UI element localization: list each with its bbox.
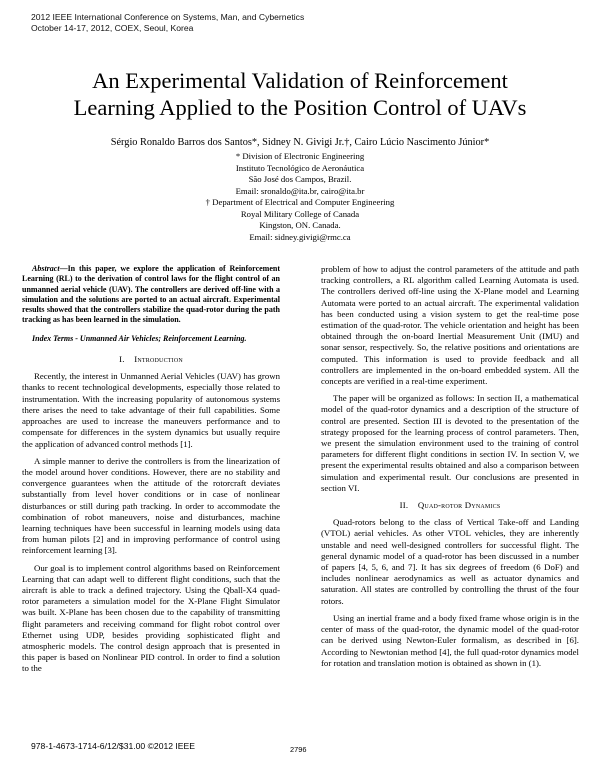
paragraph: A simple manner to derive the controllers is from the linearization of the model around hover conditions. However, there are no stability and convergence guarantees when the attitude of the rotorcraft deviates substantially from level hover conditions or in case of nonlinear disturbances or still during path tracking. In order to accommodate the combination of robot maneuvers, noise and disturbances, machine learning techniques have been successful in learning models using data from human pilots [2] and in improving performance of control using reinforcement learning [3]. xyxy=(22,455,280,556)
abstract-label: Abstract xyxy=(32,264,60,273)
section-title: Introduction xyxy=(134,354,183,365)
paper-title xyxy=(20,67,580,121)
abstract xyxy=(22,264,280,326)
author-list: Sérgio Ronaldo Barros dos Santos*, Sidney N. Givigi Jr.†, Cairo Lúcio Nascimento Júnior* xyxy=(110,137,490,148)
section-heading xyxy=(22,354,280,365)
left-column xyxy=(22,264,280,681)
conference-name: 2012 IEEE International Conference on Systems, Man, and Cybernetics xyxy=(31,12,305,22)
affiliation-line: Royal Military College of Canada xyxy=(240,208,360,219)
conference-date-location: October 14-17, 2012, COEX, Seoul, Korea xyxy=(31,23,194,33)
paragraph: Our goal is to implement control algorithms based on Reinforcement Learning that can adapt well to different flight conditions, such that the aircraft is able to track a defined trajectory. Using the Qball-X4 quad-rotor parameters a simulation model for the X-Plane Flight Simulator was built. X-Plane has been chosen due to the capability of transmitting flight parameters and receiving command for flight robot control over Ethernet using UDP, besides providing sophisticated flight and atmospheric models. The control design approach that is presented in this paper is based on Nonlinear PID control. In order to find a solution to the xyxy=(22,562,280,674)
section-heading xyxy=(321,500,579,511)
paragraph: The paper will be organized as follows: In section II, a mathematical model of the quad-rotor dynamics and a description of the structure of control are presented. Section III is devoted to the presentation of the strategy proposed for the learning process of control parameters. Then, we present the simulation environment used to the training of control parameters for different flight conditions in section IV. In section V, we present the experimental results obtained and also a comparison between simulation and experimental result. Our conclusions are presented in section VI. xyxy=(321,393,579,493)
paragraph: Using an inertial frame and a body fixed frame whose origin is in the center of mass of the quad-rotor, the dynamic model of the quad-rotor can be derived using Newton-Euler formalism, as described in [6]. According to Newtonian method [4], the full quad-rotor dynamics model for rotation and translation motion is obtained as shown in (1). xyxy=(321,612,579,668)
paragraph: Quad-rotors belong to the class of Vertical Take-off and Landing (VTOL) aerial vehicles. As other VTOL vehicles, they are inherently unstable and need well-designed controllers for successful flight. The general dynamic model of a quad-rotor has been discussed in a number of papers [4, 5, 6, and 7]. It has six degrees of freedom (6 DoF) and includes nonlinear aerodynamics as well as actuator dynamics and saturation. All states are controlled by controlling the thrust of the four rotors. xyxy=(321,517,579,606)
abstract-text: —In this paper, we explore the application of Reinforcement Learning (RL) to the derivation of control laws for the flight control of an unmanned aerial vehicle (UAV). The controllers are derived off-line with a simulation and the solutions are ported to an actual aircraft. Experimental results showed that the controllers stabilize the quad-rotor during the path tracking as has been learned in the simulation. xyxy=(22,264,280,325)
section-title: Quad-rotor Dynamics xyxy=(417,500,501,511)
section-number: I. xyxy=(119,354,125,365)
paragraph-continued: problem of how to adjust the control parameters of the attitude and path tracking controllers, a RL algorithm called Learning Automata is used. The controllers derived off-line using the X-Plane model and Learning Automata were ported to an actual aircraft. The experimental validation has been conducted using a vision system to get the real-time pose estimation of the quad-rotor. The vehicle orientation and height has been obtained through the on-board Inertial Measurement Unit (IMU) and sonar sensor, respectively. So, the relative positions and orientations are computed. This information is used to provide feedback and all controllers are implemented in the on-board embedded system. All the concepts are verified in a real-time experiment. xyxy=(321,264,579,387)
affiliation-line: São José dos Campos, Brazil. xyxy=(248,174,352,184)
affiliation-line: * Division of Electronic Engineering xyxy=(235,151,365,161)
affiliation-line: † Department of Electrical and Computer Engineering xyxy=(205,197,395,207)
section-number: II. xyxy=(399,500,409,511)
index-terms: Index Terms - Unmanned Air Vehicles; Reinforcement Learning. xyxy=(32,333,247,343)
paragraph: Recently, the interest in Unmanned Aerial Vehicles (UAV) has grown thanks to recent technological developments, especially those related to instrumentation. With the increasing popularity of autonomous systems there arises the need to take advantage of their full capabilities. Some approaches are used to increase the maneuvers performance and to compensate for differences in the system dynamics but usually require the application of advanced control methods [1]. xyxy=(22,371,280,449)
right-column xyxy=(321,264,579,675)
copyright-footer: 978-1-4673-1714-6/12/$31.00 ©2012 IEEE xyxy=(31,741,196,751)
title-line-2: Learning Applied to the Position Control of UAVs xyxy=(73,95,527,120)
affiliation-email: Email: sidney.givigi@rmc.ca xyxy=(249,231,351,242)
affiliations xyxy=(20,151,580,243)
affiliation-line: Kingston, ON. Canada. xyxy=(259,220,341,230)
affiliation-email: Email: sronaldo@ita.br, cairo@ita.br xyxy=(235,185,365,196)
title-line-1: An Experimental Validation of Reinforcement xyxy=(92,68,508,93)
affiliation-line: Instituto Tecnológico de Aeronáutica xyxy=(235,162,365,173)
conference-header xyxy=(31,12,304,34)
page-number: 2796 xyxy=(290,745,307,754)
